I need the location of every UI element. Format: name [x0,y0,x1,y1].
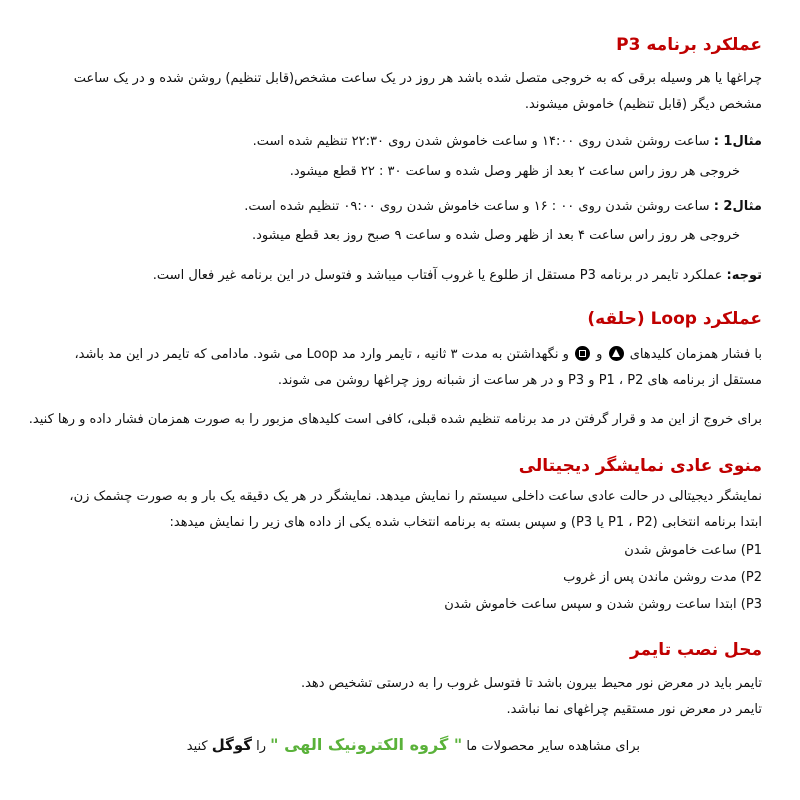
install-heading: محل نصب تایمر [629,640,762,660]
note-label: توجه: [726,268,762,283]
loop-line-1-end: و نگهداشتن به مدت ۳ ثانیه ، تایمر وارد مد Loop می شود. مادامی که تایمر در این مد باشد، [74,347,569,362]
p3-example-1-line-2: خروجی هر روز راس ساعت ۲ بعد از ظهر وصل شده و ساعت ۳۰ : ۲۲ قطع میشود. [289,164,740,179]
google-word: گوگل [211,736,252,754]
example-1-text: ساعت روشن شدن روی ۱۴:۰۰ و ساعت خاموش شدن روی ۲۲:۳۰ تنظیم شده است. [252,134,714,149]
example-1-label: مثال1 : [713,134,762,149]
brand-name: " گروه الکترونیک الهی " [270,735,463,754]
display-item-p1: P1) ساعت خاموش شدن [624,543,762,558]
loop-line-1-and: و [596,347,603,362]
footer-line [187,735,640,757]
install-line-1: تایمر باید در معرض نور محیط بیرون باشد تا فتوسل غروب را به درستی تشخیص دهد. [300,676,762,691]
p3-line-1: چراغها یا هر وسیله برقی که به خروجی متصل شده باشد هر روز در یک ساعت مشخص(قابل تنظیم) روشن شده و در یک ساعت [73,71,762,86]
display-line-1: نمایشگر دیجیتالی در حالت عادی ساعت داخلی سیستم را نمایش میدهد. نمایشگر در هر یک دقیقه یک بار و به صورت چشمک زن، [69,489,762,504]
footer-suffix: کنید [186,739,208,754]
install-line-2: تایمر در معرض نور مستقیم چراغهای نما نباشد. [506,702,762,717]
footer-middle: را [256,739,267,754]
p3-example-2 [244,199,762,215]
p3-heading: عملکرد برنامه P3 [616,35,762,55]
note-text: عملکرد تایمر در برنامه P3 مستقل از طلوع یا غروب آفتاب میباشد و فتوسل در این برنامه غیر فعال است. [152,268,727,283]
loop-heading: عملکرد Loop (حلقه) [587,309,762,329]
loop-line-1 [74,346,762,363]
display-heading: منوی عادی نمایشگر دیجیتالی [518,456,762,476]
p3-note [153,268,762,284]
p3-example-2-line-2: خروجی هر روز راس ساعت ۴ بعد از ظهر وصل شده و ساعت ۹ صبح روز بعد قطع میشود. [252,228,740,243]
square-button-icon [575,346,590,361]
display-item-p2: P2) مدت روشن ماندن پس از غروب [563,570,762,585]
loop-line-2: مستقل از برنامه های P1 ، P2 و P3 و در هر ساعت از شبانه روز چراغها روشن می شوند. [277,373,762,388]
display-line-2: ابتدا برنامه انتخابی (P1 ، P2 یا P3) و سپس بسته به برنامه انتخاب شده یکی از داده های زیر را نمایش میدهد: [169,515,762,530]
display-item-p3: P3) ابتدا ساعت روشن شدن و سپس ساعت خاموش شدن [444,597,762,612]
footer-prefix: برای مشاهده سایر محصولات ما [466,739,640,754]
example-2-text: ساعت روشن شدن روی ۰۰ : ۱۶ و ساعت خاموش شدن روی ۰۹:۰۰ تنظیم شده است. [244,199,714,214]
loop-line-1-start: با فشار همزمان کلیدهای [629,347,762,362]
example-2-label: مثال2 : [713,199,762,214]
p3-line-2: مشخص دیگر (قابل تنظیم) خاموش میشوند. [524,97,762,112]
up-triangle-icon [609,346,624,361]
loop-line-3: برای خروج از این مد و قرار گرفتن در مد برنامه تنظیم شده قبلی، کافی است کلیدهای مزبور را به صورت همزمان فشار داده و رها کنید. [28,412,762,427]
p3-example-1 [253,134,762,150]
